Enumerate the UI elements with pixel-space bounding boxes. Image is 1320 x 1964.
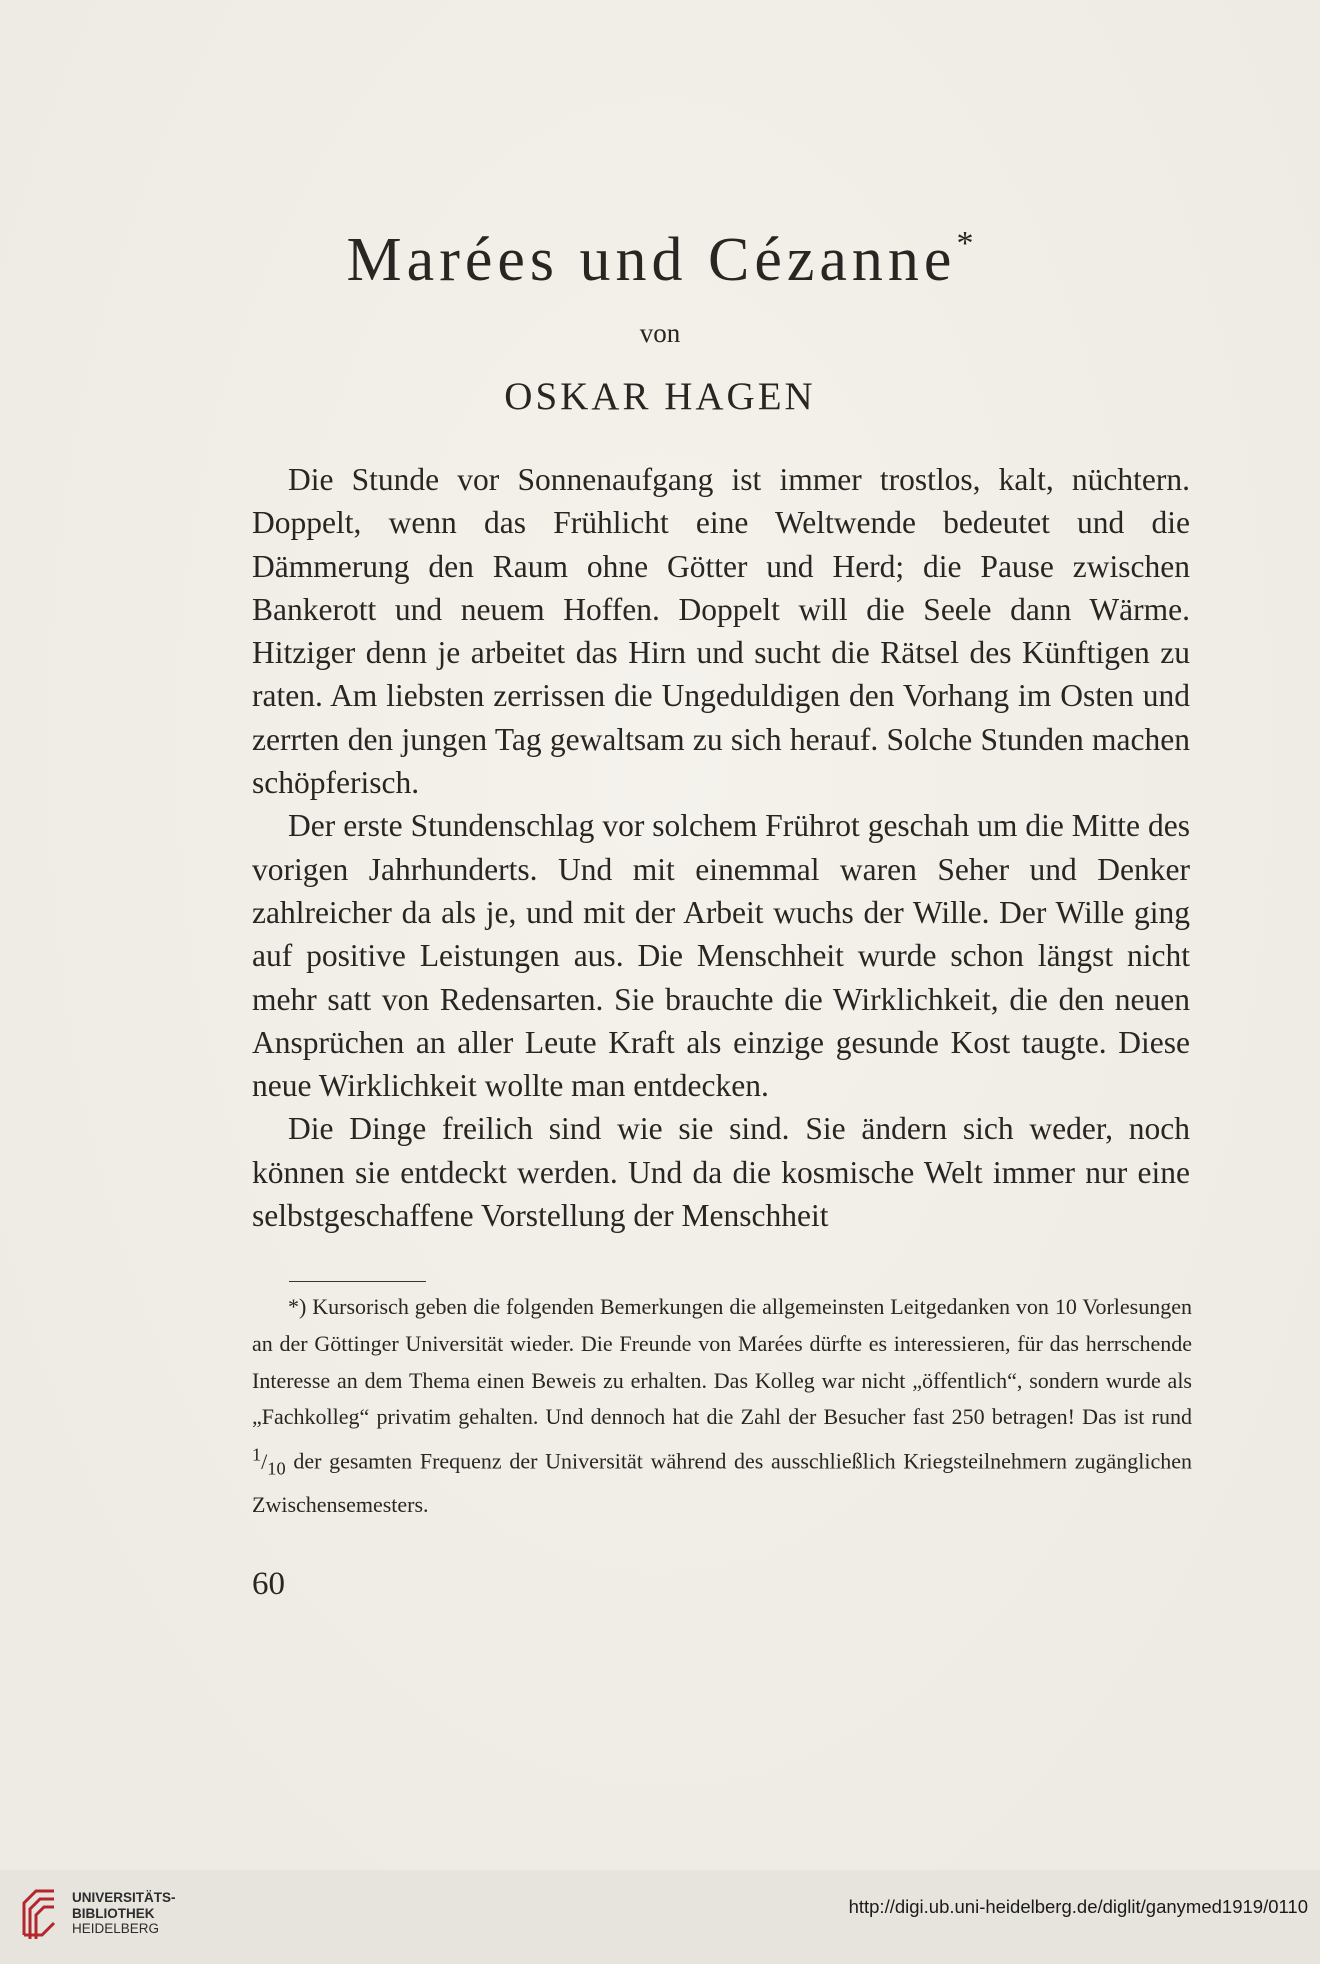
library-name-line-2: BIBLIOTHEK bbox=[72, 1905, 155, 1921]
author-name: OSKAR HAGEN bbox=[504, 375, 816, 418]
page-number: 60 bbox=[252, 1566, 285, 1602]
footnote-text-start: Kursorisch geben die folgenden Bemerkungen die allgemeinsten Leitgedanken von 10 Vorlesungen an der Göttinger Universität wieder. Die Freunde von Marées dürfte es interessieren, für das herrschende Interesse an dem Thema einen Beweis zu erhalten. Das Kolleg war nicht „öffentlich“, sondern wurde als „Fachkolleg“ privatim gehalten. Und dennoch hat die Zahl der Besucher fast 250 betragen! Das ist rund bbox=[252, 1294, 1192, 1430]
library-name-line-3: HEIDELBERG bbox=[72, 1921, 160, 1936]
permalink-url[interactable]: http://digi.ub.uni-heidelberg.de/diglit/ganymed1919/0110 bbox=[848, 1896, 1308, 1917]
heidelberg-library-logo-icon bbox=[18, 1883, 60, 1943]
title-footnote-mark: * bbox=[956, 225, 974, 262]
footnote-divider bbox=[289, 1281, 426, 1282]
paragraph-2: Der erste Stundenschlag vor solchem Frührot geschah um die Mitte des vorigen Jahrhunderts. Und mit einemmal waren Seher und Denker zahlreicher da als je, und mit der Arbeit wuchs der Wille. Der Wille ging auf positive Leistungen aus. Die Menschheit wurde schon längst nicht mehr satt von Redensarten. Sie brauchte die Wirklichkeit, die den neuen Ansprüchen an aller Leute Kraft als einzige gesunde Kost taugte. Diese neue Wirklichkeit wollte man entdecken. bbox=[252, 808, 1190, 1104]
byline: von bbox=[639, 318, 681, 348]
footnote-mark: *) bbox=[288, 1294, 307, 1319]
library-name-line-1: UNIVERSITÄTS- bbox=[72, 1890, 176, 1905]
fraction-numerator: 1 bbox=[252, 1444, 262, 1465]
footnote bbox=[252, 1289, 1192, 1524]
paragraph-1: Die Stunde vor Sonnenaufgang ist immer trostlos, kalt, nüchtern. Doppelt, wenn das Frühlicht eine Weltwende bedeutet und die Dämmerung den Raum ohne Götter und Herd; die Pause zwischen Bankerott und neuem Hoffen. Doppelt will die Seele dann Wärme. Hitziger denn je arbeitet das Hirn und sucht die Rätsel des Künftigen zu raten. Am liebsten zerrissen die Ungeduldigen den Vorhang im Osten und zerrten den jungen Tag gewaltsam zu sich herauf. Solche Stunden machen schöpferisch. bbox=[252, 462, 1190, 801]
article-title-text: Marées und Cézanne bbox=[346, 226, 957, 294]
fraction-denominator: 10 bbox=[267, 1457, 286, 1478]
footnote-fraction: $^1/_{10}$ bbox=[252, 1444, 286, 1478]
body-text bbox=[252, 458, 1190, 1237]
article-title bbox=[0, 225, 1320, 296]
footnote-text-end: der gesamten Frequenz der Universität während des ausschließlich Kriegsteilnehmern zugänglichen Zwischensemesters. bbox=[252, 1448, 1193, 1517]
library-name bbox=[72, 1890, 176, 1937]
paragraph-3: Die Dinge freilich sind wie sie sind. Sie ändern sich weder, noch können sie entdeckt werden. Und da die kosmische Welt immer nur eine selbstgeschaffene Vorstellung der Menschheit bbox=[252, 1111, 1190, 1234]
